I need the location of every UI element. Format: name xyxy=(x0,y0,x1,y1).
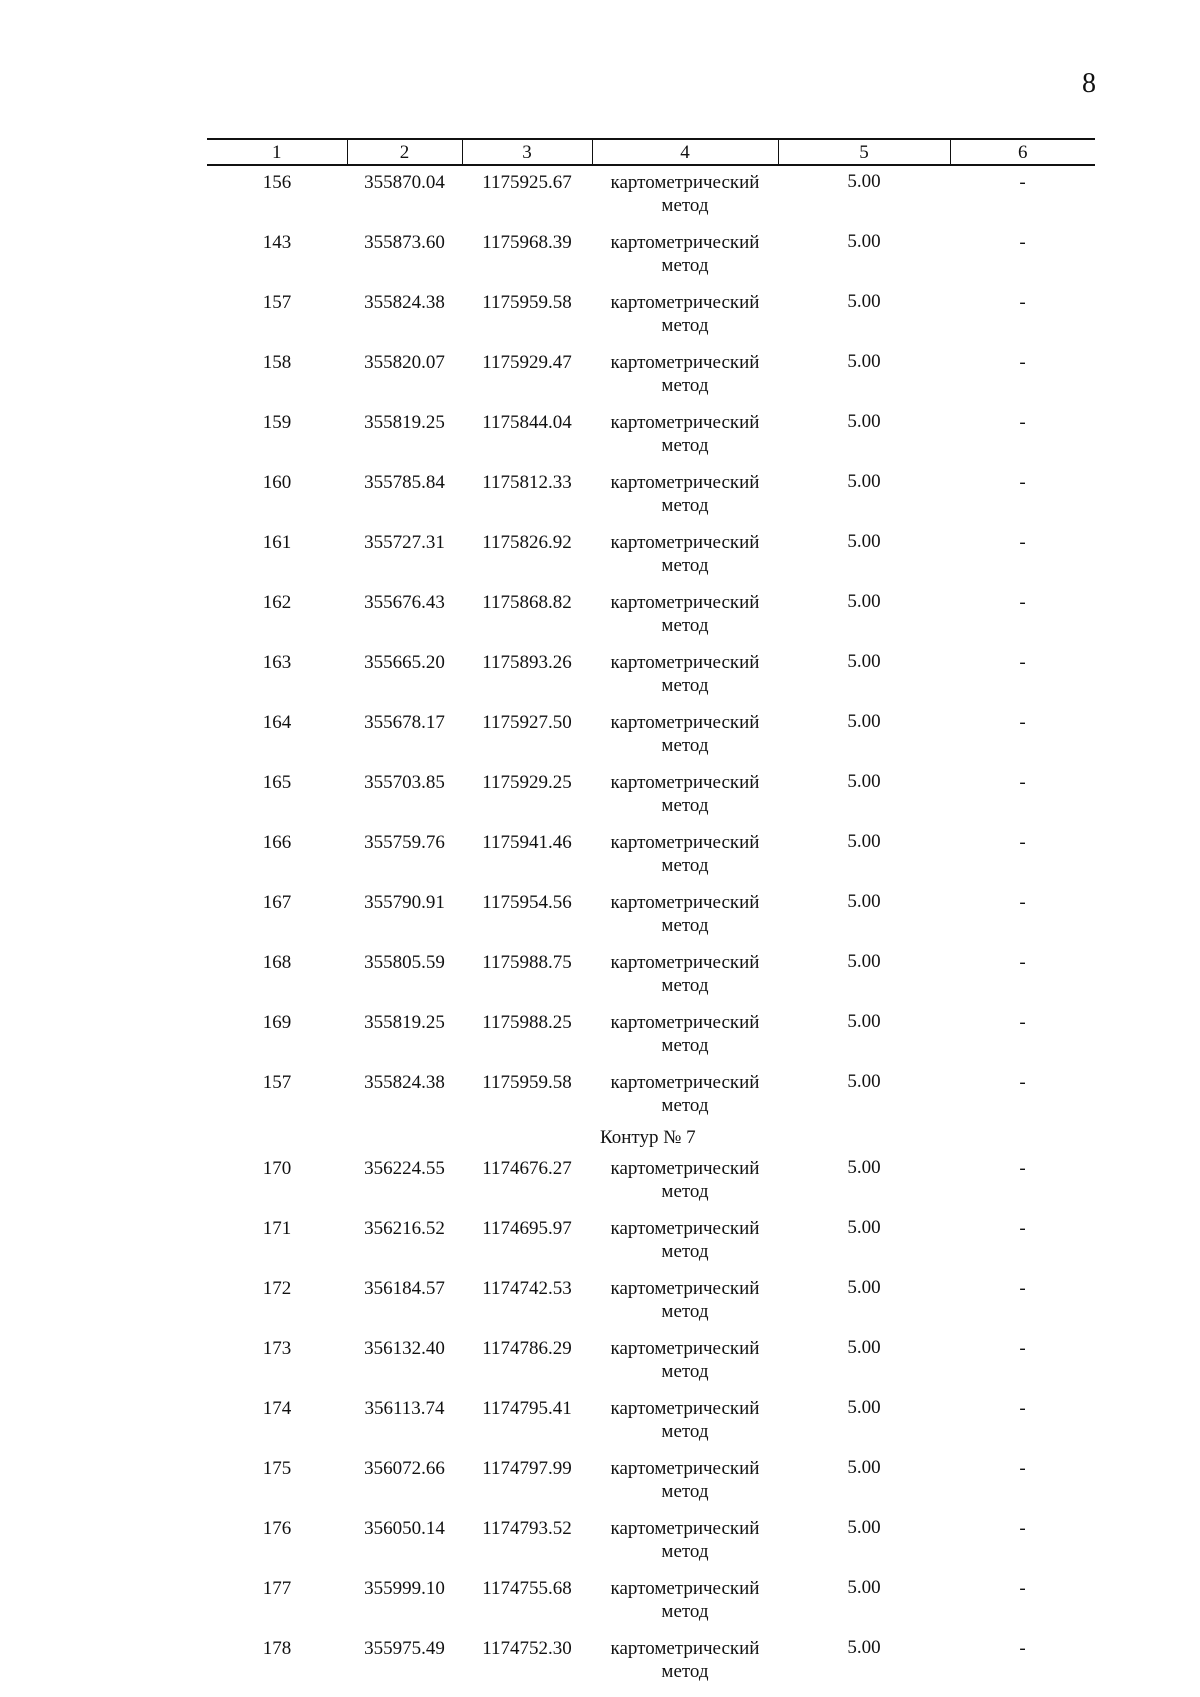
coord-y-cell: 1175988.75 xyxy=(482,952,572,973)
method-line-1: картометрический xyxy=(610,1072,760,1093)
point-number-cell: 175 xyxy=(262,1458,292,1479)
note-cell: - xyxy=(1019,412,1026,433)
coord-y-cell: 1174676.27 xyxy=(482,1158,572,1179)
method-cell xyxy=(592,946,778,1006)
table-row xyxy=(207,826,1095,886)
accuracy-cell: 5.00 xyxy=(847,411,881,432)
point-number-cell: 156 xyxy=(262,172,292,193)
coord-x-cell: 356113.74 xyxy=(364,1398,445,1419)
point-number-cell: 165 xyxy=(262,772,292,793)
method-cell xyxy=(592,586,778,646)
table-row xyxy=(207,1212,1095,1272)
point-number-cell: 170 xyxy=(262,1158,292,1179)
point-number-cell: 171 xyxy=(262,1218,292,1239)
table-row xyxy=(207,1006,1095,1066)
accuracy-cell: 5.00 xyxy=(847,951,881,972)
coord-x-cell: 356184.57 xyxy=(364,1278,445,1299)
accuracy-cell: 5.00 xyxy=(847,1277,881,1298)
method-line-2: метод xyxy=(661,615,709,636)
accuracy-cell: 5.00 xyxy=(847,1337,881,1358)
coord-y-cell: 1175812.33 xyxy=(482,472,572,493)
method-line-1: картометрический xyxy=(610,1638,760,1659)
accuracy-cell: 5.00 xyxy=(847,291,881,312)
accuracy-cell: 5.00 xyxy=(847,1011,881,1032)
method-line-1: картометрический xyxy=(610,412,760,433)
note-cell: - xyxy=(1019,1578,1026,1599)
method-line-2: метод xyxy=(661,1301,709,1322)
method-line-1: картометрический xyxy=(610,712,760,733)
header-col-6: 6 xyxy=(950,139,1095,165)
point-number-cell: 174 xyxy=(262,1398,292,1419)
header-col-2: 2 xyxy=(347,139,462,165)
point-number-cell: 158 xyxy=(262,352,292,373)
method-line-2: метод xyxy=(661,435,709,456)
table-row xyxy=(207,886,1095,946)
table-row xyxy=(207,1272,1095,1332)
note-cell: - xyxy=(1019,1338,1026,1359)
coord-x-cell: 355824.38 xyxy=(364,1072,445,1093)
accuracy-cell: 5.00 xyxy=(847,591,881,612)
table-body xyxy=(207,165,1095,1692)
coord-y-cell: 1175941.46 xyxy=(482,832,572,853)
method-cell xyxy=(592,1632,778,1692)
note-cell: - xyxy=(1019,292,1026,313)
coord-x-cell: 355820.07 xyxy=(364,352,445,373)
table-row xyxy=(207,646,1095,706)
table-row xyxy=(207,1152,1095,1212)
method-line-2: метод xyxy=(661,375,709,396)
method-cell xyxy=(592,826,778,886)
method-line-2: метод xyxy=(661,1181,709,1202)
coord-x-cell: 356224.55 xyxy=(364,1158,445,1179)
table-row xyxy=(207,766,1095,826)
table-row xyxy=(207,406,1095,466)
coord-x-cell: 355999.10 xyxy=(364,1578,445,1599)
method-line-2: метод xyxy=(661,195,709,216)
note-cell: - xyxy=(1019,712,1026,733)
method-cell xyxy=(592,1152,778,1212)
accuracy-cell: 5.00 xyxy=(847,1577,881,1598)
table-row xyxy=(207,1066,1095,1126)
accuracy-cell: 5.00 xyxy=(847,711,881,732)
note-cell: - xyxy=(1019,1638,1026,1659)
method-cell xyxy=(592,226,778,286)
method-line-1: картометрический xyxy=(610,1398,760,1419)
method-cell xyxy=(592,1212,778,1272)
accuracy-cell: 5.00 xyxy=(847,1071,881,1092)
coord-y-cell: 1174742.53 xyxy=(482,1278,572,1299)
table-row xyxy=(207,1452,1095,1512)
coord-y-cell: 1174755.68 xyxy=(482,1578,572,1599)
accuracy-cell: 5.00 xyxy=(847,891,881,912)
coord-y-cell: 1174795.41 xyxy=(482,1398,572,1419)
accuracy-cell: 5.00 xyxy=(847,1457,881,1478)
point-number-cell: 176 xyxy=(262,1518,292,1539)
method-line-2: метод xyxy=(661,255,709,276)
coord-x-cell: 356216.52 xyxy=(364,1218,445,1239)
coord-x-cell: 355873.60 xyxy=(364,232,445,253)
note-cell: - xyxy=(1019,1012,1026,1033)
coord-y-cell: 1175929.47 xyxy=(482,352,572,373)
header-col-3: 3 xyxy=(462,139,592,165)
table-row xyxy=(207,1572,1095,1632)
method-line-1: картометрический xyxy=(610,1458,760,1479)
note-cell: - xyxy=(1019,892,1026,913)
note-cell: - xyxy=(1019,1158,1026,1179)
table-header-row xyxy=(207,139,1095,165)
method-line-2: метод xyxy=(661,915,709,936)
method-line-1: картометрический xyxy=(610,1012,760,1033)
method-line-2: метод xyxy=(661,1421,709,1442)
accuracy-cell: 5.00 xyxy=(847,1517,881,1538)
coord-x-cell: 355975.49 xyxy=(364,1638,445,1659)
coord-y-cell: 1174786.29 xyxy=(482,1338,572,1359)
point-number-cell: 177 xyxy=(262,1578,292,1599)
accuracy-cell: 5.00 xyxy=(847,531,881,552)
note-cell: - xyxy=(1019,1518,1026,1539)
point-number-cell: 173 xyxy=(262,1338,292,1359)
table-row xyxy=(207,286,1095,346)
coord-y-cell: 1175925.67 xyxy=(482,172,572,193)
note-cell: - xyxy=(1019,652,1026,673)
method-cell xyxy=(592,1332,778,1392)
method-line-2: метод xyxy=(661,1541,709,1562)
method-cell xyxy=(592,406,778,466)
point-number-cell: 178 xyxy=(262,1638,292,1659)
coord-y-cell: 1175844.04 xyxy=(482,412,572,433)
method-line-1: картометрический xyxy=(610,532,760,553)
coordinates-table xyxy=(207,138,1095,1692)
coord-x-cell: 355665.20 xyxy=(364,652,445,673)
header-col-4: 4 xyxy=(592,139,778,165)
method-line-1: картометрический xyxy=(610,1578,760,1599)
method-line-1: картометрический xyxy=(610,472,760,493)
section-row xyxy=(207,1126,1095,1152)
coord-y-cell: 1174752.30 xyxy=(482,1638,572,1659)
method-cell xyxy=(592,1572,778,1632)
method-line-1: картометрический xyxy=(610,292,760,313)
method-line-2: метод xyxy=(661,795,709,816)
coord-y-cell: 1175929.25 xyxy=(482,772,572,793)
note-cell: - xyxy=(1019,472,1026,493)
note-cell: - xyxy=(1019,772,1026,793)
table-row xyxy=(207,466,1095,526)
table-row xyxy=(207,1332,1095,1392)
method-cell xyxy=(592,1452,778,1512)
coord-y-cell: 1174695.97 xyxy=(482,1218,572,1239)
method-line-2: метод xyxy=(661,555,709,576)
accuracy-cell: 5.00 xyxy=(847,1157,881,1178)
point-number-cell: 159 xyxy=(262,412,292,433)
accuracy-cell: 5.00 xyxy=(847,471,881,492)
coord-x-cell: 355805.59 xyxy=(364,952,445,973)
coord-y-cell: 1175927.50 xyxy=(482,712,572,733)
point-number-cell: 167 xyxy=(262,892,292,913)
point-number-cell: 166 xyxy=(262,832,292,853)
method-cell xyxy=(592,1272,778,1332)
method-line-2: метод xyxy=(661,495,709,516)
coord-y-cell: 1175968.39 xyxy=(482,232,572,253)
note-cell: - xyxy=(1019,532,1026,553)
table-row xyxy=(207,226,1095,286)
point-number-cell: 163 xyxy=(262,652,292,673)
method-line-2: метод xyxy=(661,1661,709,1682)
method-line-2: метод xyxy=(661,735,709,756)
method-cell xyxy=(592,1006,778,1066)
table-row xyxy=(207,706,1095,766)
method-cell xyxy=(592,886,778,946)
coord-x-cell: 355676.43 xyxy=(364,592,445,613)
accuracy-cell: 5.00 xyxy=(847,1217,881,1238)
coord-y-cell: 1175826.92 xyxy=(482,532,572,553)
note-cell: - xyxy=(1019,352,1026,373)
method-line-1: картометрический xyxy=(610,1338,760,1359)
table-row xyxy=(207,946,1095,1006)
coord-x-cell: 355819.25 xyxy=(364,1012,445,1033)
coord-x-cell: 356132.40 xyxy=(364,1338,445,1359)
coord-y-cell: 1175868.82 xyxy=(482,592,572,613)
coord-x-cell: 356072.66 xyxy=(364,1458,445,1479)
coord-x-cell: 355785.84 xyxy=(364,472,445,493)
header-col-1: 1 xyxy=(207,139,347,165)
method-cell xyxy=(592,1512,778,1572)
point-number-cell: 169 xyxy=(262,1012,292,1033)
page-number: 8 xyxy=(1082,68,1096,99)
coord-x-cell: 355678.17 xyxy=(364,712,445,733)
method-line-1: картометрический xyxy=(610,1218,760,1239)
accuracy-cell: 5.00 xyxy=(847,771,881,792)
accuracy-cell: 5.00 xyxy=(847,351,881,372)
point-number-cell: 164 xyxy=(262,712,292,733)
table-row xyxy=(207,346,1095,406)
coord-x-cell: 355824.38 xyxy=(364,292,445,313)
note-cell: - xyxy=(1019,1072,1026,1093)
coord-y-cell: 1175893.26 xyxy=(482,652,572,673)
note-cell: - xyxy=(1019,1398,1026,1419)
method-line-2: метод xyxy=(661,975,709,996)
method-cell xyxy=(592,1066,778,1126)
point-number-cell: 143 xyxy=(262,232,292,253)
method-line-1: картометрический xyxy=(610,952,760,973)
method-cell xyxy=(592,466,778,526)
method-line-2: метод xyxy=(661,675,709,696)
coord-x-cell: 355759.76 xyxy=(364,832,445,853)
method-line-1: картометрический xyxy=(610,352,760,373)
method-line-1: картометрический xyxy=(610,892,760,913)
method-line-1: картометрический xyxy=(610,1518,760,1539)
method-line-2: метод xyxy=(661,1601,709,1622)
method-line-1: картометрический xyxy=(610,772,760,793)
note-cell: - xyxy=(1019,172,1026,193)
coord-y-cell: 1175959.58 xyxy=(482,292,572,313)
table-row xyxy=(207,165,1095,226)
method-line-1: картометрический xyxy=(610,1278,760,1299)
note-cell: - xyxy=(1019,592,1026,613)
method-line-1: картометрический xyxy=(610,172,760,193)
method-cell xyxy=(592,706,778,766)
point-number-cell: 160 xyxy=(262,472,292,493)
method-cell xyxy=(592,646,778,706)
accuracy-cell: 5.00 xyxy=(847,651,881,672)
note-cell: - xyxy=(1019,1218,1026,1239)
coord-x-cell: 356050.14 xyxy=(364,1518,445,1539)
table-row xyxy=(207,1632,1095,1692)
method-line-1: картометрический xyxy=(610,1158,760,1179)
note-cell: - xyxy=(1019,952,1026,973)
method-cell xyxy=(592,526,778,586)
accuracy-cell: 5.00 xyxy=(847,231,881,252)
method-line-2: метод xyxy=(661,1361,709,1382)
table-row xyxy=(207,526,1095,586)
section-title: Контур № 7 xyxy=(600,1127,696,1148)
method-line-1: картометрический xyxy=(610,232,760,253)
coord-y-cell: 1174793.52 xyxy=(482,1518,572,1539)
coord-x-cell: 355870.04 xyxy=(364,172,445,193)
coord-x-cell: 355703.85 xyxy=(364,772,445,793)
accuracy-cell: 5.00 xyxy=(847,1637,881,1658)
method-cell xyxy=(592,1392,778,1452)
method-line-2: метод xyxy=(661,315,709,336)
method-line-2: метод xyxy=(661,1095,709,1116)
coord-y-cell: 1174797.99 xyxy=(482,1458,572,1479)
section-spacer xyxy=(778,1126,1095,1152)
point-number-cell: 172 xyxy=(262,1278,292,1299)
coord-x-cell: 355819.25 xyxy=(364,412,445,433)
method-line-1: картометрический xyxy=(610,652,760,673)
coord-x-cell: 355727.31 xyxy=(364,532,445,553)
method-line-1: картометрический xyxy=(610,832,760,853)
point-number-cell: 162 xyxy=(262,592,292,613)
table-row xyxy=(207,1512,1095,1572)
note-cell: - xyxy=(1019,232,1026,253)
point-number-cell: 157 xyxy=(262,1072,292,1093)
point-number-cell: 168 xyxy=(262,952,292,973)
coord-y-cell: 1175988.25 xyxy=(482,1012,572,1033)
method-line-2: метод xyxy=(661,1241,709,1262)
note-cell: - xyxy=(1019,1278,1026,1299)
point-number-cell: 157 xyxy=(262,292,292,313)
coord-y-cell: 1175954.56 xyxy=(482,892,572,913)
method-line-2: метод xyxy=(661,1481,709,1502)
accuracy-cell: 5.00 xyxy=(847,171,881,192)
table-row xyxy=(207,586,1095,646)
method-line-1: картометрический xyxy=(610,592,760,613)
method-cell xyxy=(592,286,778,346)
accuracy-cell: 5.00 xyxy=(847,831,881,852)
method-cell xyxy=(592,766,778,826)
coord-y-cell: 1175959.58 xyxy=(482,1072,572,1093)
point-number-cell: 161 xyxy=(262,532,292,553)
section-spacer xyxy=(207,1126,592,1152)
note-cell: - xyxy=(1019,1458,1026,1479)
method-line-2: метод xyxy=(661,1035,709,1056)
accuracy-cell: 5.00 xyxy=(847,1397,881,1418)
method-cell xyxy=(592,165,778,226)
method-line-2: метод xyxy=(661,855,709,876)
table-row xyxy=(207,1392,1095,1452)
header-col-5: 5 xyxy=(778,139,950,165)
method-cell xyxy=(592,346,778,406)
note-cell: - xyxy=(1019,832,1026,853)
coord-x-cell: 355790.91 xyxy=(364,892,445,913)
